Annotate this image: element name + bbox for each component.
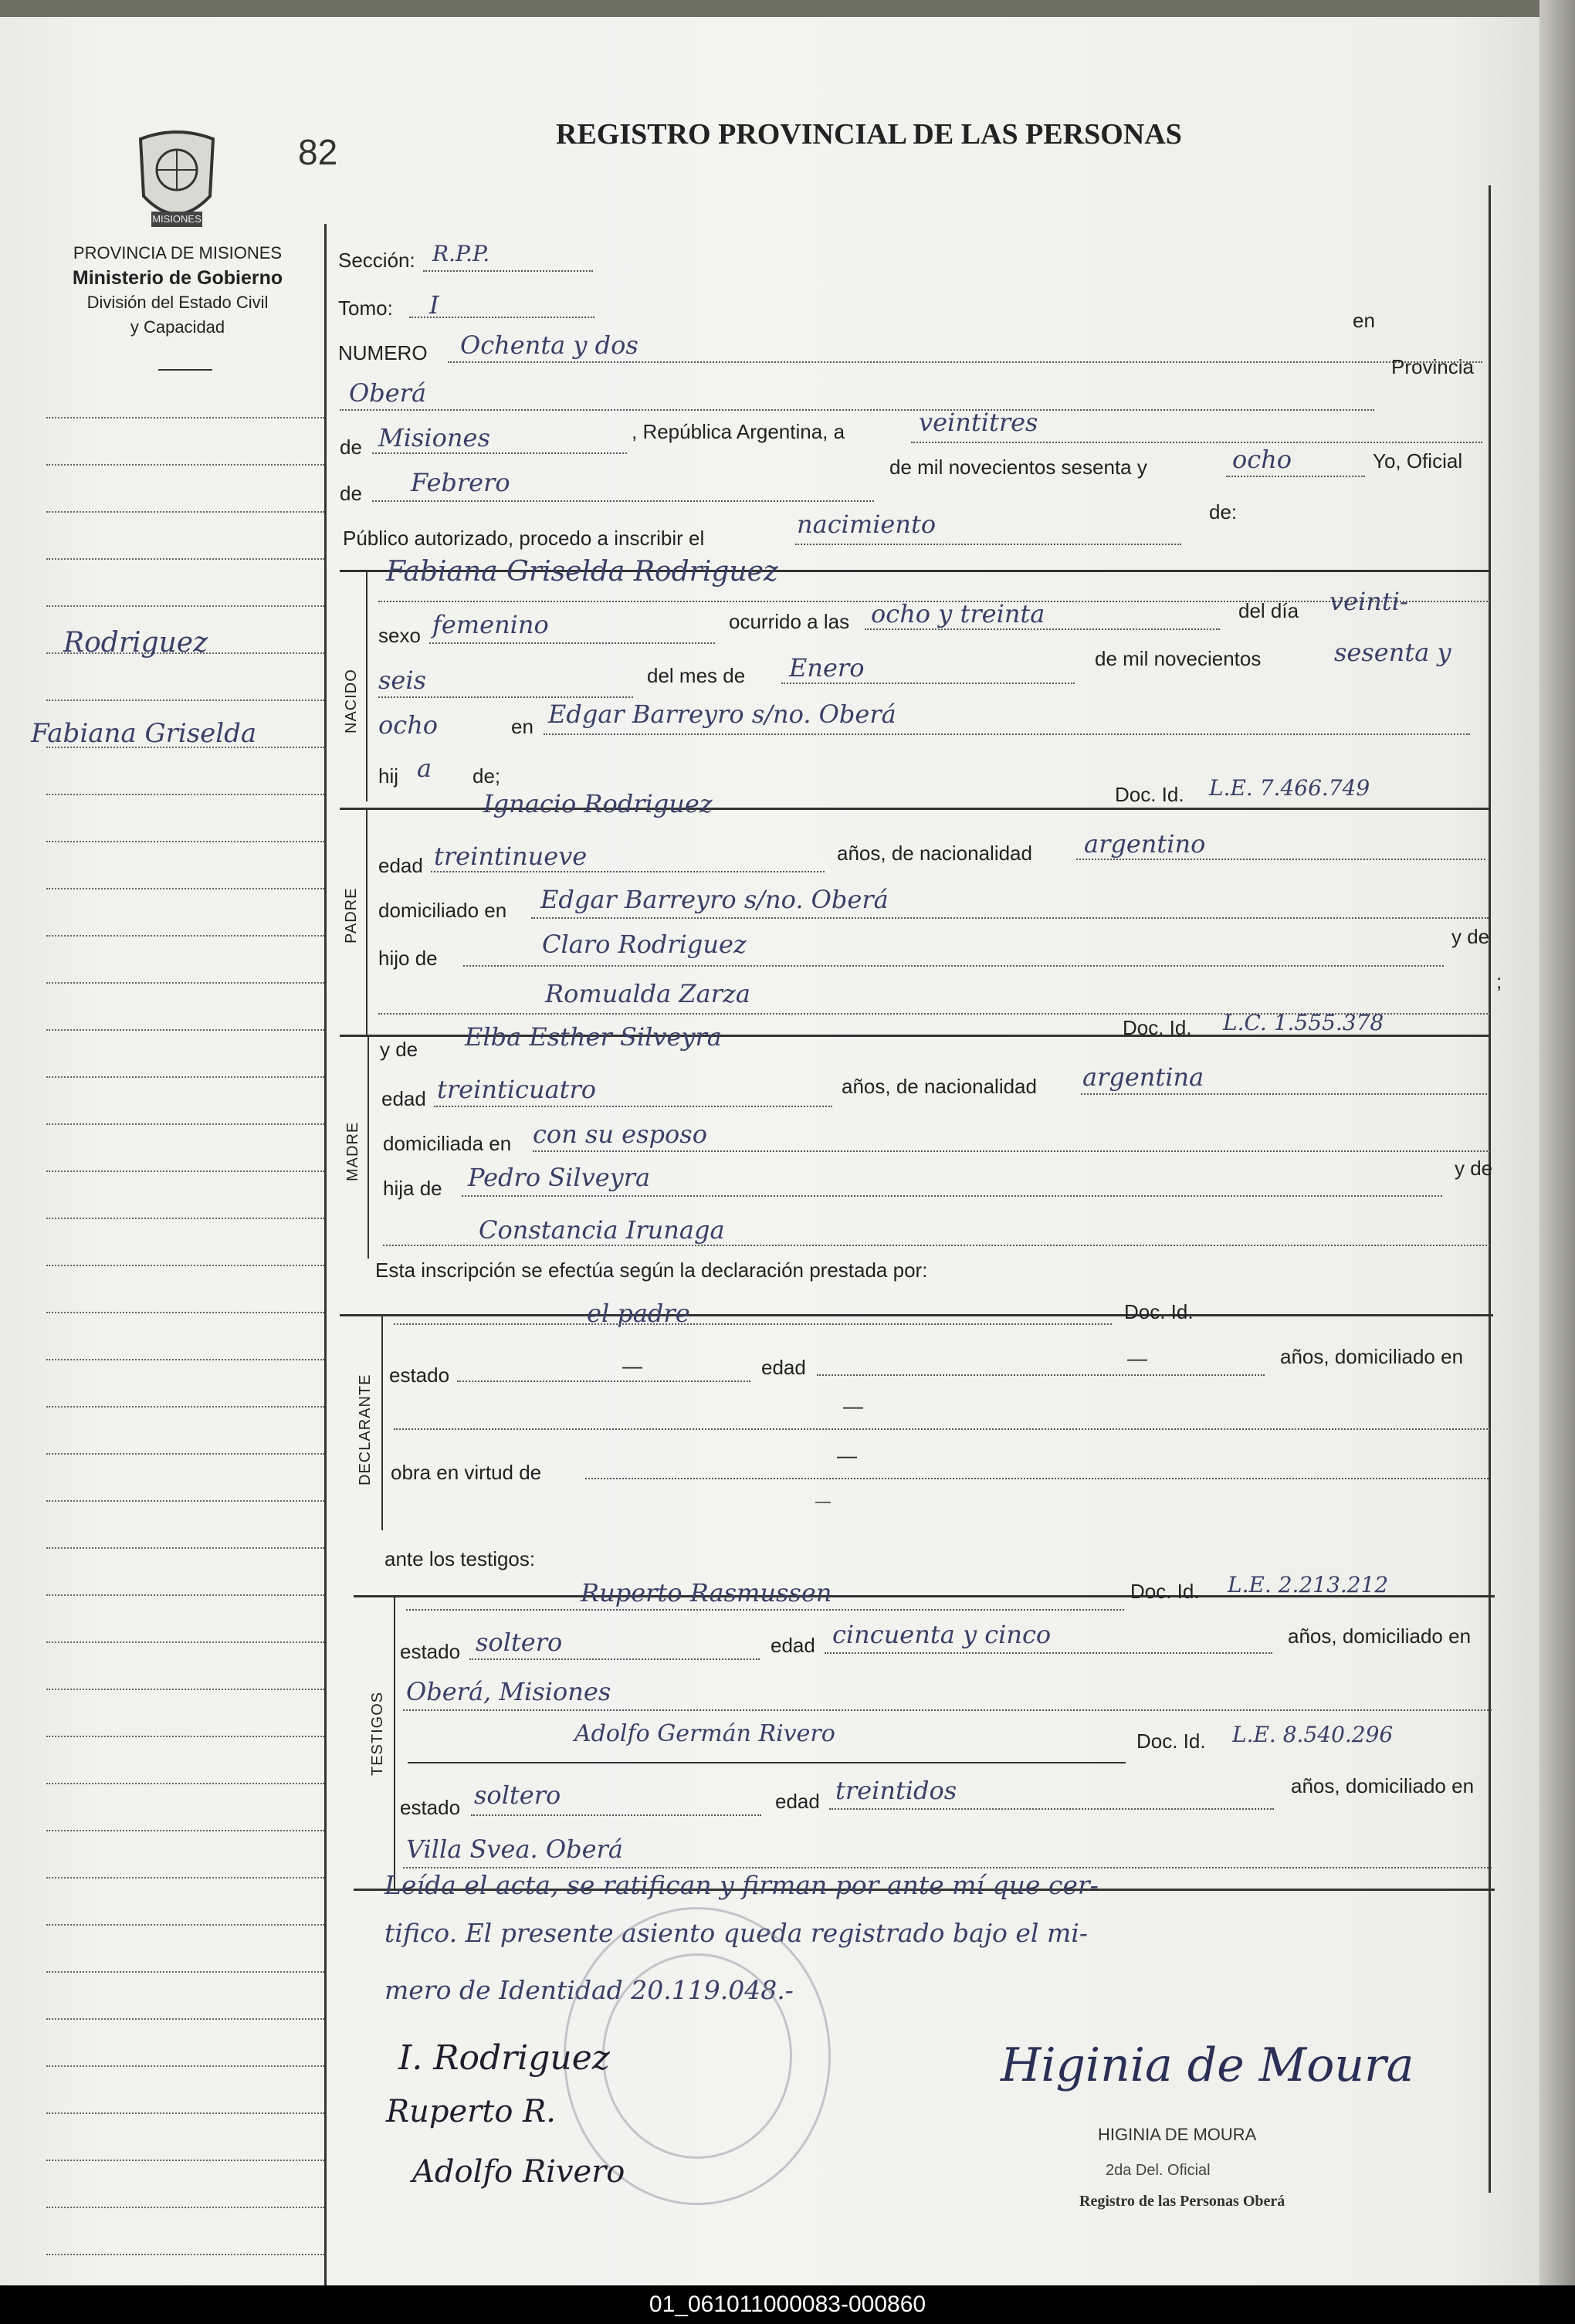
side-label-testigos: TESTIGOS [369,1691,386,1776]
hijo-de-label: hijo de [378,947,438,970]
abuelo-m-line [462,1195,1442,1197]
testigo2-doc-label: Doc. Id. [1136,1729,1206,1753]
margin-ruled-line [46,1076,324,1078]
testigo1-doc-label: Doc. Id. [1130,1580,1200,1603]
signature-left-1: I. Rodriguez [398,2038,610,2078]
officer-stamp-title: 2da Del. Oficial [1106,2162,1211,2179]
testigo1-estado-line [469,1658,760,1660]
margin-ruled-line [46,1500,324,1502]
abuela-m-line [383,1245,1490,1246]
testigo2-dom-label: años, domiciliado en [1291,1774,1475,1797]
margin-surname: Rodriguez [63,627,208,659]
crest-label: MISIONES [152,213,202,225]
publico-label: Público autorizado, procedo a inscribir el [343,527,705,550]
testigo2-edad-label: edad [775,1790,820,1813]
file-caption: 01_061011000083-000860 [0,2285,1575,2324]
margin-given-names: Fabiana Griselda [31,718,257,749]
declarante-dom-value: — [843,1394,863,1418]
hija-de-label: hija de [383,1177,442,1200]
margin-ruled-line [46,605,324,607]
madre-edad: treinticuatro [437,1075,597,1104]
side-label-nacido: NACIDO [343,669,360,733]
officer-stamp-name: HIGINIA DE MOURA [1098,2125,1257,2144]
margin-ruled-line [46,1736,324,1737]
de-label-1: de [340,435,362,459]
acto-line [795,544,1181,545]
hora-value: ocho y treinta [871,599,1045,628]
padre-edad-label: edad [378,854,423,877]
declarante-value: el padre [587,1299,690,1328]
hij-suffix: a [417,754,432,783]
side-label-madre: MADRE [344,1121,361,1181]
testigo2-edad: treintidos [835,1776,957,1805]
page-title: REGISTRO PROVINCIAL DE LAS PERSONAS [556,118,1182,151]
officer-stamp-office: Registro de las Personas Oberá [1079,2193,1285,2210]
margin-rule [324,224,327,2293]
fecha-anio-line [1226,476,1365,477]
padre-nac: argentino [1084,829,1206,859]
fecha-dia-value: veintitres [919,408,1038,437]
testigo2-doc: L.E. 8.540.296 [1232,1722,1394,1747]
numero-label: NUMERO [338,341,428,364]
margin-ruled-line [46,1971,324,1973]
dia-nac-2: seis [378,666,427,695]
seccion-value: R.P.P. [432,241,490,266]
margin-ruled-line [46,841,324,842]
madre-nombre: Elba Esther Silveyra [465,1022,722,1052]
padre-nombre: Ignacio Rodriguez [483,789,713,818]
fecha-mes-line [372,500,874,502]
margin-ruled-line [46,1783,324,1784]
madre-nac-line [1081,1093,1487,1095]
abuelo-m: Pedro Silveyra [468,1163,651,1192]
nombre-value: Fabiana Griselda Rodriguez [386,556,778,588]
hora-line [865,628,1220,630]
lugar-nac-line [544,733,1470,735]
margin-ruled-line [46,2207,324,2208]
margin-ruled-line [46,700,324,701]
cierre-line-3: mero de Identidad 20.119.048.- [384,1975,794,2005]
margin-ruled-line [46,1029,324,1031]
margin-ruled-line [46,1218,324,1219]
signature-left-2: Ruperto R. [386,2094,556,2129]
testigo2-estado: soltero [474,1780,561,1810]
fecha-anio-value: ocho [1232,445,1292,474]
margin-ruled-line [46,1406,324,1408]
acto-value: nacimiento [797,510,937,539]
numero-value: Ochenta y dos [460,330,638,360]
lugar-value: Oberá [349,378,427,408]
del-dia-label: del día [1238,599,1299,622]
margin-ruled-line [46,1359,324,1360]
madre-doc: L.C. 1.555.378 [1223,1010,1384,1035]
margin-ruled-line [46,511,324,513]
margin-ruled-line [46,417,324,418]
right-rule [1489,185,1491,2193]
madre-dom-line [533,1150,1490,1152]
lugar-line [340,409,1374,411]
obra-value: — [837,1444,857,1467]
testigo2-estado-line [471,1814,761,1816]
padre-dom: Edgar Barreyro s/no. Oberá [540,885,889,914]
padre-nac-line [1076,859,1485,860]
de-label-2: de [340,482,362,505]
declarante-side-rule [381,1314,383,1530]
abuela-m: Constancia Irunaga [479,1215,725,1245]
margin-ruled-line [46,2112,324,2114]
declarante-edad-label: edad [761,1356,806,1379]
margin-ruled-line [46,2160,324,2161]
en-label: en [1353,309,1375,332]
padre-edad: treintinueve [434,842,588,871]
testigos-side-rule [394,1595,395,1889]
tomo-value: I [429,290,439,320]
madre-doc-label: Doc. Id. [1123,1016,1192,1039]
madre-edad-label: edad [381,1087,426,1110]
testigo2-nombre: Adolfo Germán Rivero [574,1720,835,1747]
margin-ruled-line [46,558,324,560]
en-label-2: en [511,715,533,738]
margin-ruled-line [46,1830,324,1831]
madre-nac: argentina [1082,1062,1204,1092]
margin-ruled-line [46,1265,324,1266]
dia-nac-line [378,696,633,698]
anio-nac-1: sesenta y [1334,638,1451,667]
republica-label: , República Argentina, a [632,420,845,443]
org-province: PROVINCIA DE MISIONES [73,243,283,263]
declarante-estado-line [457,1381,750,1382]
mes-nac-line [781,683,1075,684]
cierre-line-2: tifico. El presente asiento queda registrado bajo el mi- [384,1918,1088,1948]
margin-ruled-line [46,1453,324,1455]
hij-label: hij [378,764,399,788]
margin-ruled-line [46,2018,324,2020]
margin-ruled-line [46,1170,324,1172]
sexo-line [429,642,715,644]
scan-top-edge [0,0,1575,17]
testigo1-line [406,1609,1124,1611]
abuelo-p: Claro Rodriguez [542,930,747,959]
margin-ruled-line [46,935,324,937]
de-semicolon-label: de; [472,764,501,788]
testigo1-edad-label: edad [771,1634,815,1657]
testigo1-dom: Oberá, Misiones [406,1677,611,1706]
side-label-declarante: DECLARANTE [357,1374,374,1486]
obra-dash-2: — [815,1493,831,1510]
madre-edad-line [434,1106,832,1107]
page-number: 82 [298,132,338,172]
declarante-edad-line [817,1374,1265,1376]
cierre-line-1: Leída el acta, se ratifican y firman por ante mí que cer- [384,1870,1099,1900]
side-label-padre: PADRE [343,887,360,943]
margin-ruled-line [46,1877,324,1879]
declarante-doc-label: Doc. Id. [1124,1300,1194,1323]
margin-ruled-line [46,794,324,795]
del-mes-label: del mes de [647,664,746,687]
de-mil-sesenta-label: de mil novecientos sesenta y [889,456,1147,479]
madre-side-rule [368,1035,369,1259]
margin-ruled-line [46,1547,324,1549]
testigo2-line [408,1762,1126,1763]
testigo2-dom-line [403,1867,1492,1868]
declarante-dom-line [394,1428,1490,1430]
padre-dom-label: domiciliado en [378,899,507,922]
madre-dom-label: domiciliada en [383,1132,512,1155]
yo-oficial-label: Yo, Oficial [1373,449,1463,473]
testigo1-nombre: Ruperto Rasmussen [581,1578,832,1607]
margin-ruled-line [46,1689,324,1690]
provincia-line [372,452,627,454]
book-spine-edge [1539,0,1575,2285]
margin-ruled-line [46,982,324,984]
org-division: División del Estado Civil [86,293,269,312]
testigo1-dom-line [403,1709,1492,1711]
mes-nac-value: Enero [789,653,865,683]
margin-ruled-line [46,1123,324,1125]
obra-line [585,1478,1489,1479]
official-seal-inner [602,1953,792,2159]
y-de-label-2: y de [1455,1157,1493,1180]
declarante-estado-label: estado [389,1364,450,1387]
padre-dom-line [531,917,1489,919]
org-ministry: Ministerio de Gobierno [72,267,283,289]
madre-y-de-label: y de [380,1038,418,1061]
dia-nac-1: veinti- [1329,587,1408,616]
fecha-mes-value: Febrero [411,468,510,497]
padre-doc-label: Doc. Id. [1115,783,1184,806]
testigo1-edad-line [825,1652,1272,1654]
madre-nac-label: años, de nacionalidad [842,1075,1037,1098]
nacido-side-rule [366,570,368,801]
org-capacity: y Capacidad [130,317,225,337]
seccion-label: Sección: [338,249,415,272]
declarante-line [394,1323,1112,1325]
officer-signature: Higinia de Moura [1001,2038,1414,2092]
testigo2-estado-label: estado [400,1796,461,1819]
de-colon-label: de: [1209,500,1238,523]
margin-ruled-line [46,2254,324,2255]
margin-ruled-line [46,1641,324,1643]
ante-label: ante los testigos: [384,1547,536,1570]
abuelo-p-line [463,965,1444,967]
padre-nac-label: años, de nacionalidad [837,842,1032,865]
declarante-dom-label: años, domiciliado en [1280,1345,1464,1368]
testigo1-estado-label: estado [400,1640,461,1663]
testigo1-edad: cincuenta y cinco [832,1620,1052,1649]
margin-ruled-line [46,464,324,466]
testigo1-dom-label: años, domiciliado en [1288,1624,1472,1648]
de-mil-label: de mil novecientos [1095,647,1262,670]
testigo2-edad-line [829,1808,1274,1810]
semicolon-1: ; [1496,970,1502,993]
fecha-dia-line [911,442,1482,443]
sexo-value: femenino [432,610,549,639]
padre-edad-line [431,871,825,872]
seccion-line [423,270,593,272]
anio-nac-2: ocho [378,710,439,740]
org-block [31,241,324,340]
esta-inscripcion-label: Esta inscripción se efectúa según la declaración prestada por: [375,1259,928,1282]
lugar-nac-value: Edgar Barreyro s/no. Oberá [548,700,896,729]
margin-ruled-line [46,2065,324,2067]
declarante-estado-value: — [622,1354,642,1377]
provincia-value: Misiones [378,423,490,452]
ocurrido-label: ocurrido a las [729,610,850,633]
declarante-top-rule [340,1314,1493,1316]
testigo1-estado: soltero [476,1628,563,1657]
testigo1-doc: L.E. 2.213.212 [1228,1572,1389,1597]
tomo-label: Tomo: [338,296,393,320]
padre-doc: L.E. 7.466.749 [1209,775,1370,801]
padre-side-rule [366,808,368,1036]
obra-label: obra en virtud de [391,1461,542,1484]
sexo-label: sexo [378,624,421,647]
margin-ruled-line [46,888,324,889]
provincia-label: Provincia [1391,355,1474,378]
abuela-p: Romualda Zarza [545,979,750,1008]
org-divider [158,369,212,371]
testigo2-dom: Villa Svea. Oberá [406,1834,623,1864]
signature-left-3: Adolfo Rivero [412,2154,625,2190]
margin-ruled-line [46,1594,324,1596]
margin-ruled-line [46,1924,324,1926]
numero-line [448,361,1482,363]
y-de-label-1: y de [1451,925,1490,948]
margin-ruled-line [46,1312,324,1313]
declarante-edad-value: — [1127,1347,1147,1370]
madre-dom: con su esposo [533,1120,707,1149]
